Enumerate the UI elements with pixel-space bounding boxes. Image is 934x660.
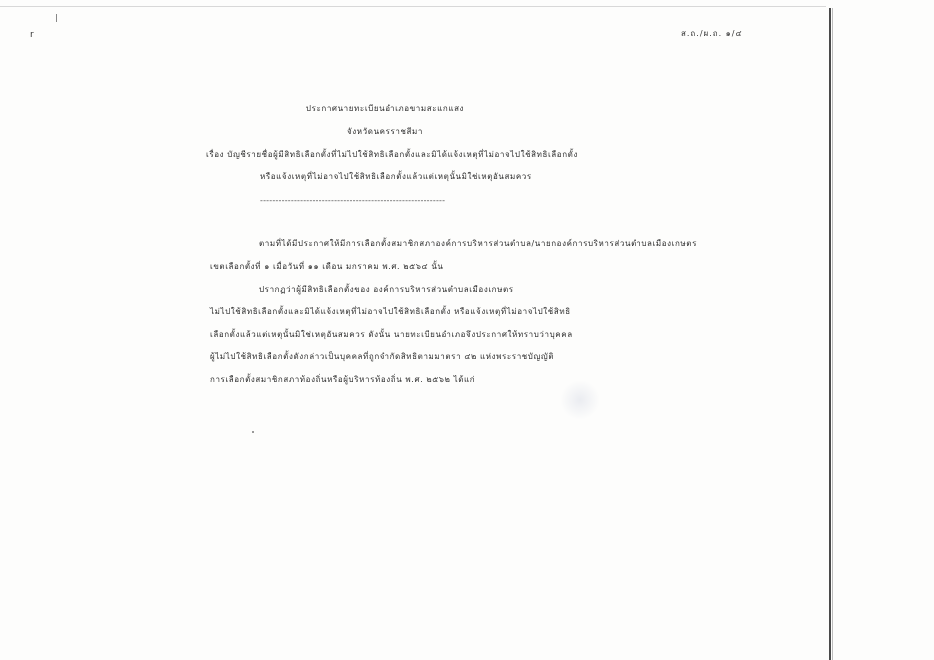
body-line-7: การเลือกตั้งสมาชิกสภาท้องถิ่นหรือผู้บริหารท้องถิ่น พ.ศ. ๒๕๖๒ ได้แก่: [210, 375, 476, 384]
page-right-edge: [829, 8, 831, 660]
scan-top-edge: [0, 6, 826, 7]
ink-bleed: [560, 380, 600, 420]
body-line-1: ตามที่ได้มีประกาศให้มีการเลือกตั้งสมาชิกสภาองค์การบริหารส่วนตำบล/นายกองค์การบริหารส่วนตำบลเมืองเกษตร: [259, 239, 697, 248]
form-code: ส.ถ./ผ.ถ. ๑/๔: [681, 29, 743, 38]
subject-line-2: หรือแจ้งเหตุที่ไม่อาจไปใช้สิทธิเลือกตั้งแล้วแต่เหตุนั้นมิใช่เหตุอันสมควร: [260, 172, 532, 181]
scan-mark: [56, 14, 57, 22]
body-line-3: ปรากฏว่าผู้มีสิทธิเลือกตั้งของ องค์การบริหารส่วนตำบลเมืองเกษตร: [259, 285, 514, 294]
body-line-2: เขตเลือกตั้งที่ ๑ เมื่อวันที่ ๑๑ เดือน มกราคม พ.ศ. ๒๕๖๔ นั้น: [210, 262, 444, 271]
body-line-6: ผู้ไม่ไปใช้สิทธิเลือกตั้งดังกล่าวเป็นบุคคลที่ถูกจำกัดสิทธิตามมาตรา ๔๒ แห่งพระราชบัญญัติ: [210, 352, 555, 361]
body-line-4: ไม่ไปใช้สิทธิเลือกตั้งและมิได้แจ้งเหตุที่ไม่อาจไปใช้สิทธิเลือกตั้ง หรือแจ้งเหตุที่ไม่อาจไปใช้สิทธิ: [210, 307, 571, 316]
separator-dashes: ------------------------------------------------------------: [260, 196, 446, 205]
corner-mark: r: [30, 30, 34, 40]
page-edge-shadow: [832, 8, 833, 660]
scan-speck: [252, 431, 254, 433]
subject-line-1: เรื่อง บัญชีรายชื่อผู้มีสิทธิเลือกตั้งที่ไม่ไปใช้สิทธิเลือกตั้งและมิได้แจ้งเหตุที่ไม่อาจไปใช้สิทธิเลือกตั้ง: [206, 150, 578, 159]
province-title: จังหวัดนครราชสีมา: [347, 127, 423, 136]
announcement-title: ประกาศนายทะเบียนอำเภอขามสะแกแสง: [305, 104, 465, 113]
body-line-5: เลือกตั้งแล้วแต่เหตุนั้นมิใช่เหตุอันสมควร ดังนั้น นายทะเบียนอำเภอจึงประกาศให้ทราบว่าบุคคล: [210, 330, 573, 339]
